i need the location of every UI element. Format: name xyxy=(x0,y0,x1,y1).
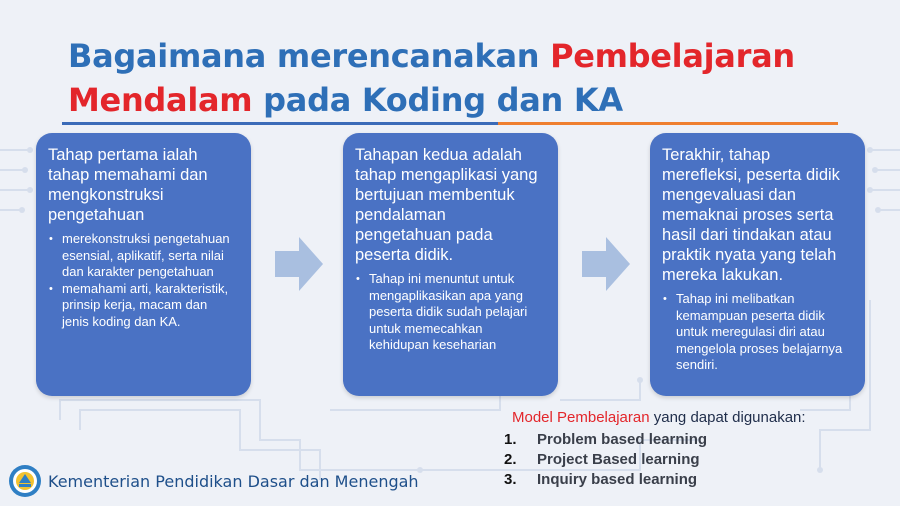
title-rule-blue xyxy=(62,122,498,125)
list-text: Inquiry based learning xyxy=(537,471,698,488)
step-card-3 xyxy=(650,133,865,396)
step-card-1-bullets xyxy=(48,231,237,330)
step-card-2 xyxy=(343,133,558,396)
title-highlight-2: Mendalam xyxy=(68,81,253,119)
list-number: 1. xyxy=(504,431,517,448)
title-part-2: pada Koding dan KA xyxy=(252,81,623,119)
step-card-1 xyxy=(36,133,251,396)
list-item xyxy=(504,470,864,490)
step-card-3-bullets xyxy=(662,291,851,374)
learning-models-heading xyxy=(504,408,864,428)
step-card-2-bullets xyxy=(355,271,544,354)
footer-text: Kementerian Pendidikan Dasar dan Menengah xyxy=(48,471,419,491)
ministry-logo-icon xyxy=(8,464,42,498)
right-arrow-icon xyxy=(275,237,323,291)
title-part-1: Bagaimana merencanakan xyxy=(68,37,551,75)
right-arrow-icon xyxy=(582,237,630,291)
step-card-3-text: Terakhir, tahap merefleksi, peserta didik mengevaluasi dan memaknai proses serta hasil dari tindakan atau praktik nyata yang telah mereka lakukan. xyxy=(662,146,840,284)
learning-models-label-highlight: Model Pembelajaran xyxy=(512,409,650,426)
title-highlight-1: Pembelajaran xyxy=(550,37,795,75)
learning-models-label: yang dapat digunakan: xyxy=(649,409,806,426)
list-number: 2. xyxy=(504,451,517,468)
page-title xyxy=(68,34,868,122)
step-card-1-text: Tahap pertama ialah tahap memahami dan mengkonstruksi pengetahuan xyxy=(48,146,208,224)
footer xyxy=(8,464,419,498)
learning-models-list xyxy=(504,430,864,490)
list-number: 3. xyxy=(504,471,517,488)
list-item xyxy=(504,430,864,450)
bullet-item: • Tahap ini menuntut untuk mengaplikasikan apa yang peserta didik sudah pelajari untuk memecahkan kehidupan keseharian xyxy=(367,271,544,354)
bullet-item: • memahami arti, karakteristik, prinsip kerja, macam dan jenis koding dan KA. xyxy=(60,281,237,331)
step-card-2-text: Tahapan kedua adalah tahap mengaplikasi yang bertujuan membentuk pendalaman pengetahuan pada peserta didik. xyxy=(355,146,538,264)
title-rule-orange xyxy=(498,122,838,125)
learning-models xyxy=(504,408,864,490)
list-item xyxy=(504,450,864,470)
bullet-item: • Tahap ini melibatkan kemampuan peserta didik untuk meregulasi diri atau mengelola proses belajarnya sendiri. xyxy=(674,291,851,374)
list-text: Project Based learning xyxy=(537,451,700,468)
list-text: Problem based learning xyxy=(537,431,708,448)
bullet-item: • merekonstruksi pengetahuan esensial, aplikatif, serta nilai dan karakter pengetahuan xyxy=(60,231,237,281)
